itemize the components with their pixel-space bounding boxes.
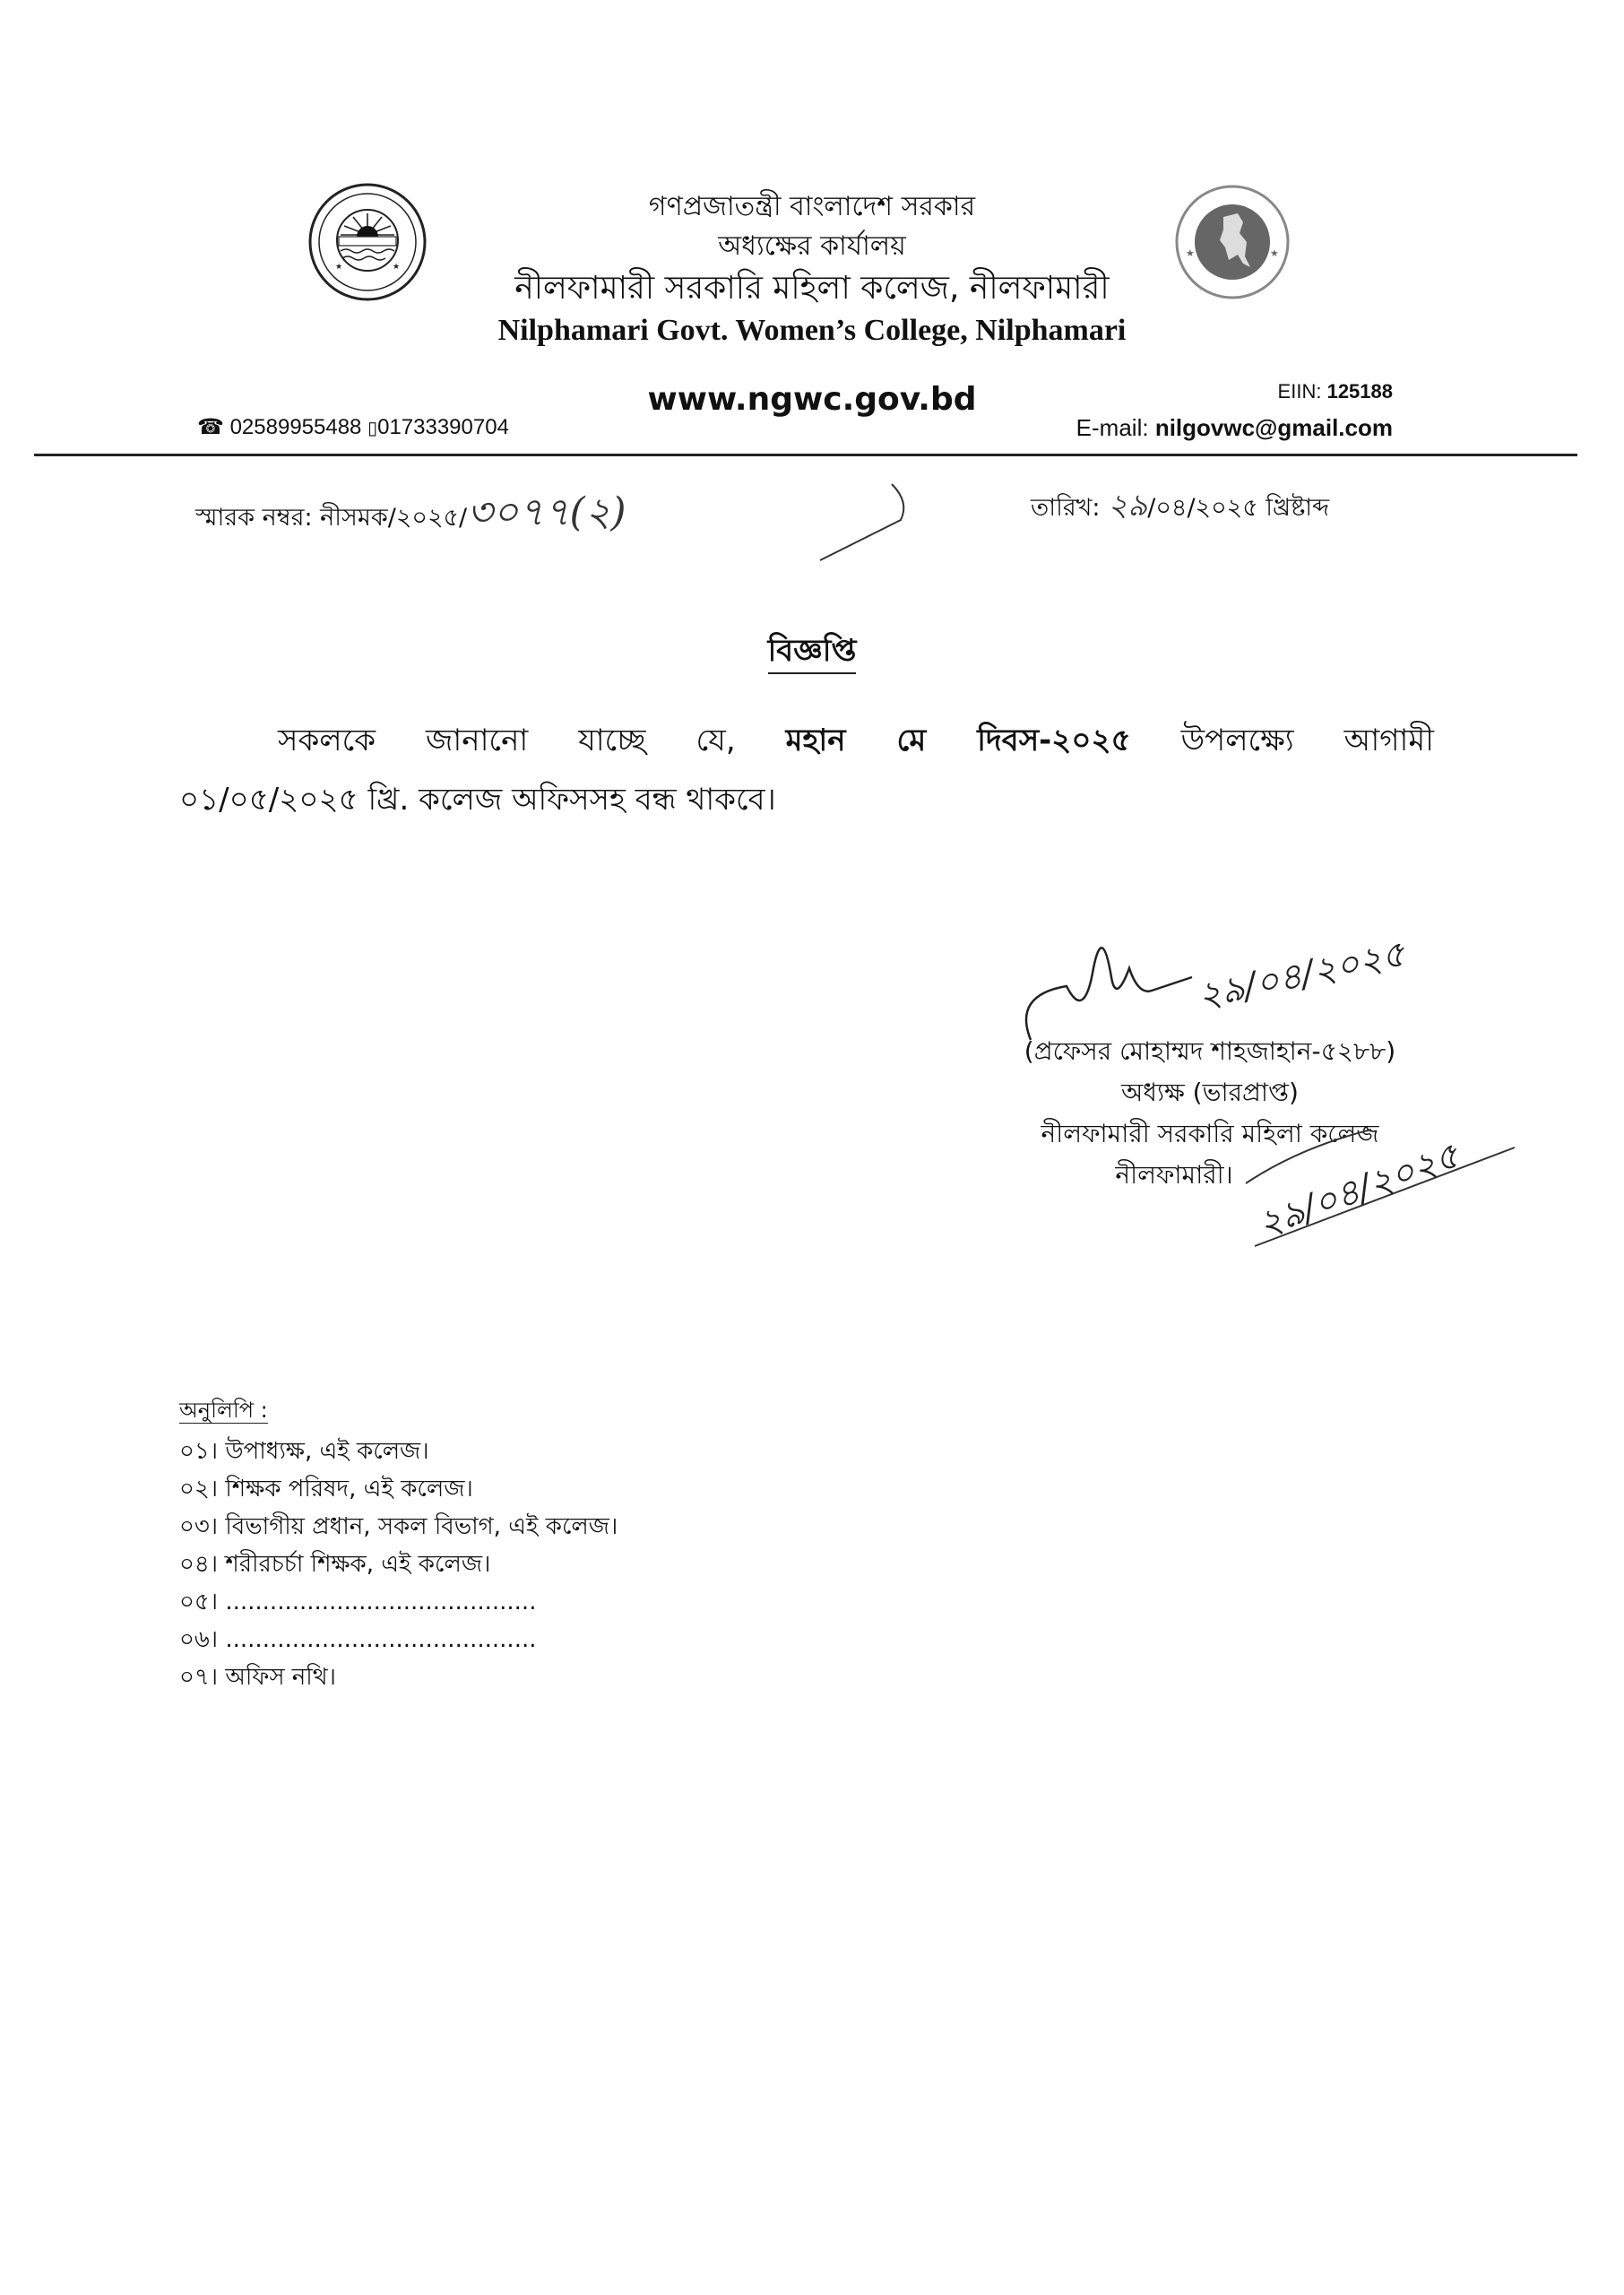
initial-signature <box>1228 1112 1533 1277</box>
notice-title: বিজ্ঞপ্তি <box>0 628 1624 679</box>
email-label: E-mail: <box>1075 414 1149 441</box>
copies-item: ০৭। অফিস নথি। <box>179 1664 336 1691</box>
signatory-institution: নীলফামারী সরকারি মহিলা কলেজ <box>1041 1119 1379 1148</box>
eiin <box>1278 380 1393 403</box>
svg-text:★: ★ <box>1270 247 1279 259</box>
memo-label: স্মারক নম্বর: নীসমক/২০২৫/ <box>195 504 468 532</box>
college-name-english: Nilphamari Govt. Women’s College, Nilphamari <box>497 314 1127 347</box>
college-name-bangla: নীলফামারী সরকারি মহিলা কলেজ, নীলফামারী <box>514 270 1110 307</box>
memo-number <box>195 482 626 548</box>
email-value[interactable]: nilgovwc@gmail.com <box>1154 414 1393 441</box>
date-rest: /০৪/২০২৫ খ্রিষ্টাব্দ <box>1147 494 1330 522</box>
notice-highlight: মহান মে দিবস-২০২৫ <box>785 723 1131 758</box>
date-handwritten-day: ২৯ <box>1108 488 1148 524</box>
memo-pen-stroke <box>739 466 919 568</box>
office-title: অধ্যক্ষের কার্যালয় <box>718 230 906 262</box>
phone-number: 02589955488 <box>229 415 362 439</box>
copies-title: অনুলিপি : <box>179 1398 268 1423</box>
signatory-designation: অধ্যক্ষ (ভারপ্রাপ্ত) <box>1121 1078 1299 1107</box>
eiin-label: EIIN: <box>1277 380 1322 403</box>
memo-date <box>1031 482 1329 533</box>
signatory-name: (প্রফেসর মোহাম্মদ শাহজাহান-৫২৮৮) <box>1024 1036 1396 1066</box>
eiin-value: 125188 <box>1326 380 1393 403</box>
notice-body-line2: ০১/০৫/২০২৫ খ্রি. কলেজ অফিসসহ বন্ধ থাকবে। <box>179 782 776 818</box>
mobile-icon: ▯ <box>367 419 378 438</box>
govt-title: গণপ্রজাতন্ত্রী বাংলাদেশ সরকার <box>648 191 976 222</box>
telephone-icon: ☎ <box>197 415 224 439</box>
copies-item: ০১। উপাধ্যক্ষ, এই কলেজ। <box>179 1438 429 1465</box>
initial-date: ২৯/০৪/২০২৫ <box>1252 1134 1465 1246</box>
copies-item: ০৫। .......................................... <box>179 1589 537 1615</box>
copies-item: ০৩। বিভাগীয় প্রধান, সকল বিভাগ, এই কলেজ। <box>179 1513 618 1540</box>
svg-text:★: ★ <box>393 263 401 272</box>
svg-text:★: ★ <box>1186 247 1195 259</box>
email <box>1076 414 1393 442</box>
copies-item: ০৪। শরীরচর্চা শিক্ষক, এই কলেজ। <box>179 1551 491 1578</box>
copies-item: ০৬। .......................................... <box>179 1626 537 1653</box>
header-divider <box>34 454 1577 456</box>
mobile-number: 01733390704 <box>377 415 509 439</box>
svg-text:★: ★ <box>335 263 343 272</box>
website-link[interactable]: www.ngwc.gov.bd <box>647 381 977 418</box>
copies-list <box>179 1433 618 1696</box>
memo-handwritten-number: ৩০৭৭(২) <box>467 489 626 535</box>
signatory-place: নীলফামারী। <box>1115 1160 1233 1190</box>
date-label: তারিখ: <box>1031 494 1101 522</box>
copies-item: ০২। শিক্ষক পরিষদ, এই কলেজ। <box>179 1476 473 1503</box>
signature-date: ২৯/০৪/২০২৫ <box>1194 932 1409 1018</box>
notice-body-line1: সকলকে জানানো যাচ্ছে যে, মহান মে দিবস-২০২৫ উপলক্ষ্যে আগামী <box>278 723 1434 758</box>
contact-phones <box>197 414 509 440</box>
